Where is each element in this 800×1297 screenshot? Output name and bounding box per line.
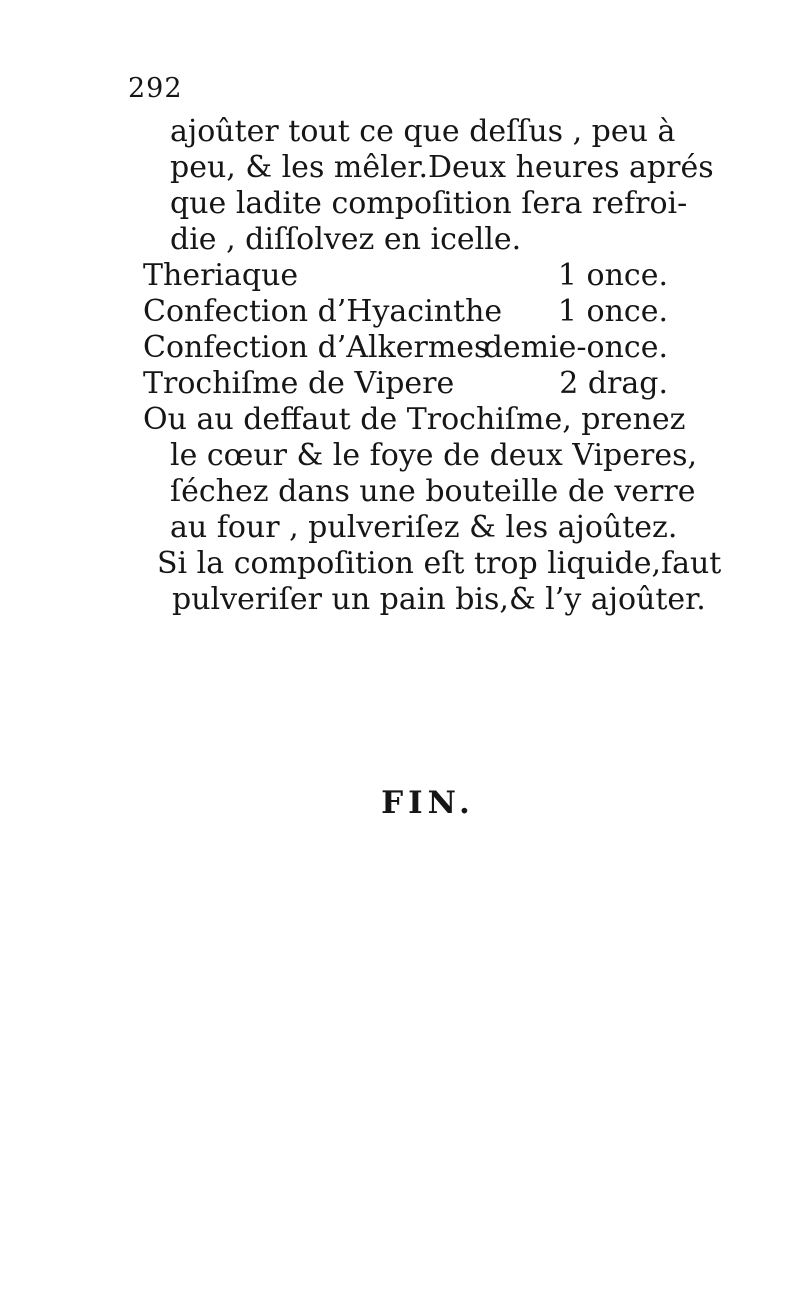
ingredient-quantity: 1 once. (557, 258, 668, 293)
ingredient-name: Trochiſme de Vipere (143, 366, 455, 401)
text-line: ajoûter tout ce que deſſus , peu à (170, 114, 676, 149)
ingredient-quantity: demie-once. (483, 330, 668, 365)
ingredient-row (143, 330, 668, 366)
text-line: die , diſſolvez en icelle. (170, 222, 522, 257)
page-number: 292 (128, 73, 183, 104)
text-line: au four , pulveriſez & les ajoûtez. (170, 510, 678, 545)
ingredient-quantity: 2 drag. (559, 366, 668, 401)
ingredient-row (143, 366, 668, 402)
ingredient-name: Theriaque (143, 258, 299, 293)
text-line: Si la compoſition eſt trop liquide,faut (157, 546, 722, 581)
closing-word (0, 785, 800, 821)
ingredient-row (143, 258, 668, 294)
ingredient-name: Confection d’Hyacinthe (143, 294, 503, 329)
text-line: peu, & les mêler.Deux heures aprés (170, 150, 714, 185)
text-line: que ladite compoſition ſera refroi- (170, 186, 688, 221)
text-line: pulveriſer un pain bis,& l’y ajoûter. (172, 582, 706, 617)
text-line: Ou au deffaut de Trochiſme, prenez (143, 402, 686, 437)
ingredient-name: Confection d’Alkermes (143, 330, 490, 365)
ingredient-row (143, 294, 668, 330)
fin-text: FIN. (381, 785, 475, 821)
text-line: ſéchez dans une bouteille de verre (170, 474, 696, 509)
ingredient-quantity: 1 once. (557, 294, 668, 329)
text-line: le cœur & le foye de deux Viperes, (170, 438, 698, 473)
